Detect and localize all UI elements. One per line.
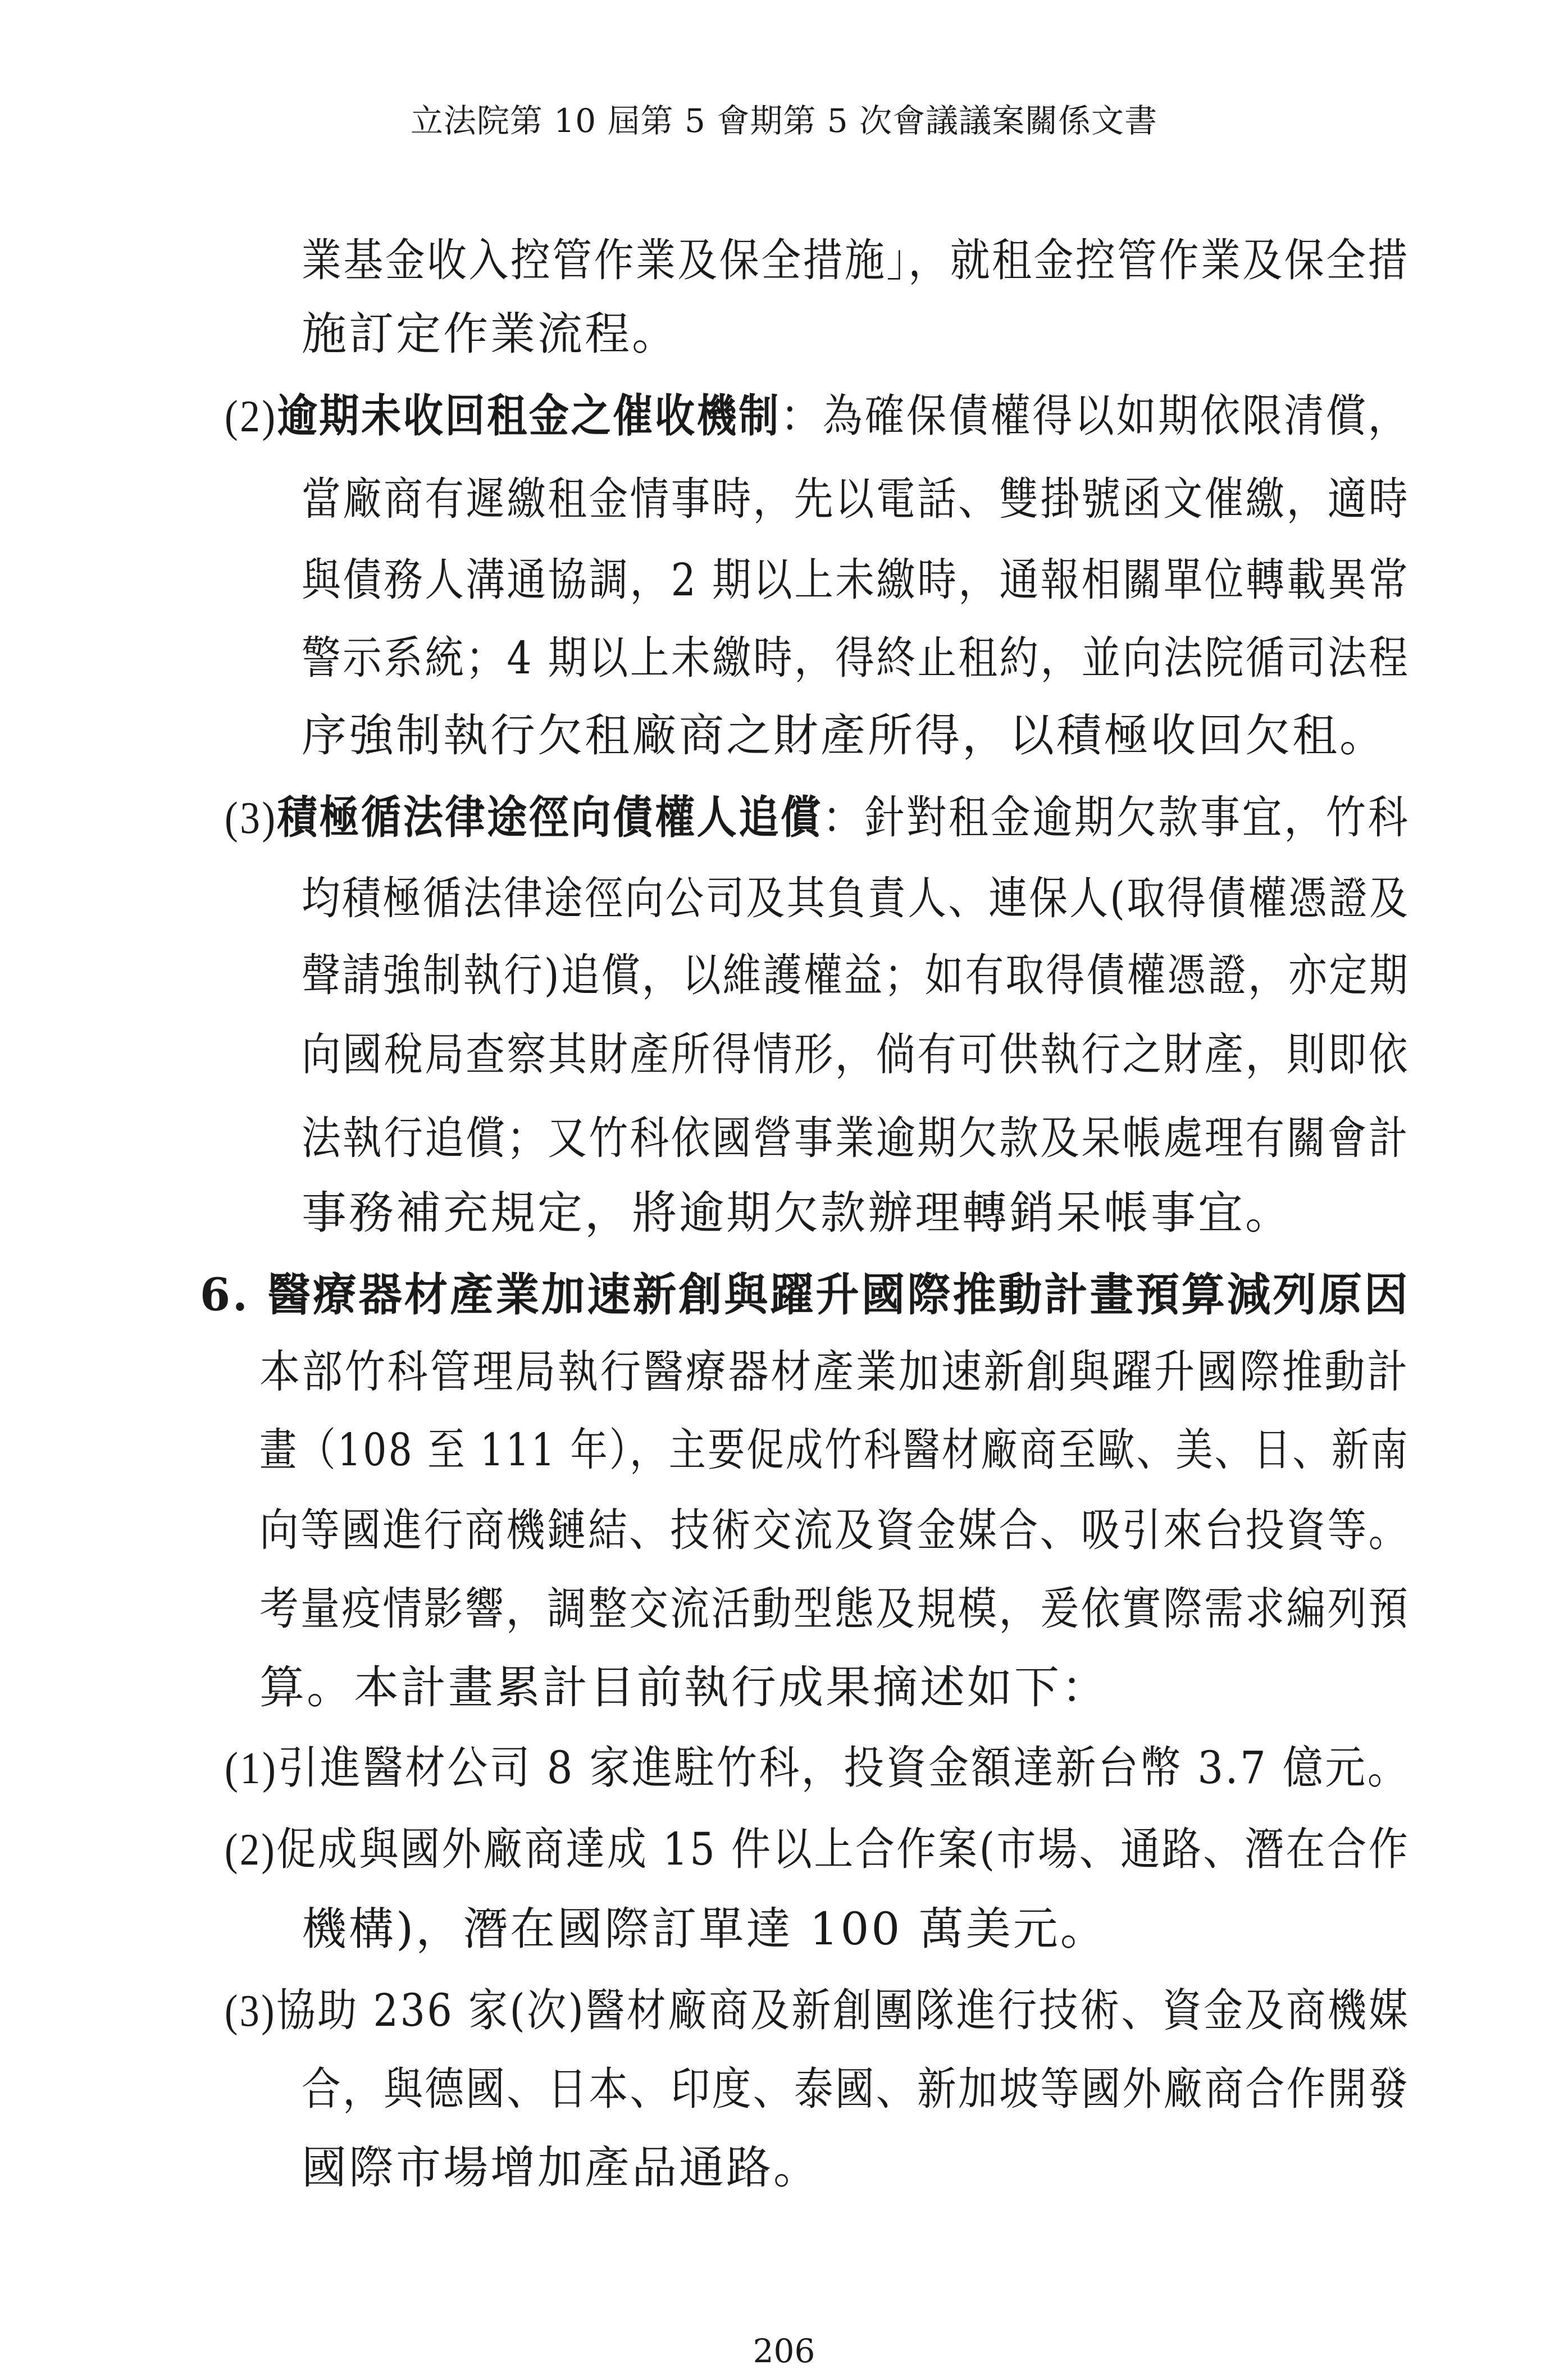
- text-line: 警示系統；4 期以上未繳時，得終止租約，並向法院循司法程: [302, 632, 1410, 684]
- paragraph-line: 向等國進行商機鏈結、技術交流及資金媒合、吸引來台投資等。: [259, 1504, 1410, 1556]
- text-line: 均積極循法律途徑向公司及其負責人、連保人(取得債權憑證及: [302, 872, 1410, 924]
- item-3-line: [225, 791, 1410, 844]
- item-label: (3): [225, 794, 277, 843]
- item-label: (2): [225, 392, 277, 441]
- text-line: 業基金收入控管作業及保全措施」，就租金控管作業及保全措: [302, 234, 1410, 286]
- page-number: 206: [753, 2332, 815, 2370]
- text-line: 機構)，潛在國際訂單達 100 萬美元。: [302, 1903, 1107, 1955]
- item-text: 促成與國外廠商達成 15 件以上合作案(市場、通路、潛在合作: [276, 1823, 1410, 1875]
- item-text: ：為確保債權得以如期依限清償，: [780, 390, 1410, 442]
- text-line: 法執行追償；又竹科依國營事業逾期欠款及呆帳處理有關會計: [302, 1112, 1410, 1164]
- paragraph-line: 算。本計畫累計目前執行成果摘述如下：: [259, 1661, 1109, 1714]
- list-item: [225, 1742, 1410, 1794]
- list-item: [225, 1823, 1410, 1875]
- text-line: 聲請強制執行)追償，以維護權益；如有取得債權憑證，亦定期: [302, 949, 1410, 1001]
- item-label: (3): [225, 1986, 276, 2036]
- item-text: 引進醫材公司 8 家進駐竹科，投資金額達新台幣 3.7 億元。: [277, 1742, 1410, 1794]
- paragraph-line: 本部竹科管理局執行醫療器材產業加速新創與躍升國際推動計: [259, 1346, 1410, 1398]
- text-line: 合，與德國、日本、印度、泰國、新加坡等國外廠商合作開發: [302, 2063, 1410, 2115]
- item-2-line: [225, 389, 1410, 442]
- text-line: 施訂定作業流程。: [302, 308, 679, 360]
- text-line: 向國稅局查察其財產所得情形，倘有可供執行之財產，則即依: [302, 1028, 1410, 1081]
- text-line: 序強制執行欠租廠商之財產所得，以積極收回欠租。: [302, 709, 1387, 762]
- item-title: 逾期未收回租金之催收機制: [277, 389, 781, 442]
- item-label: (2): [225, 1825, 277, 1875]
- item-title: 積極循法律途徑向債權人追償: [277, 791, 823, 844]
- item-text: ：針對租金逾期欠款事宜，竹科: [822, 791, 1410, 844]
- section-heading: 6. 醫療器材產業加速新創與躍升國際推動計畫預算減列原因: [200, 1268, 1410, 1321]
- text-line: 事務補充規定，將逾期欠款辦理轉銷呆帳事宜。: [302, 1187, 1292, 1239]
- list-item: [225, 1984, 1410, 2036]
- item-text: 協助 236 家(次)醫材廠商及新創團隊進行技術、資金及商機媒: [276, 1984, 1410, 2036]
- text-line: 與債務人溝通協調，2 期以上未繳時，通報相關單位轉載異常: [302, 554, 1410, 606]
- document-header: 立法院第 10 屆第 5 會期第 5 次會議議案關係文書: [410, 102, 1158, 140]
- paragraph-line: 畫（108 至 111 年），主要促成竹科醫材廠商至歐、美、日、新南: [259, 1424, 1410, 1476]
- item-label: (1): [225, 1744, 278, 1793]
- text-line: 國際市場增加產品通路。: [302, 2141, 821, 2194]
- text-line: 當廠商有遲繳租金情事時，先以電話、雙掛號函文催繳，適時: [302, 473, 1410, 525]
- paragraph-line: 考量疫情影響，調整交流活動型態及規模，爰依實際需求編列預: [259, 1583, 1410, 1635]
